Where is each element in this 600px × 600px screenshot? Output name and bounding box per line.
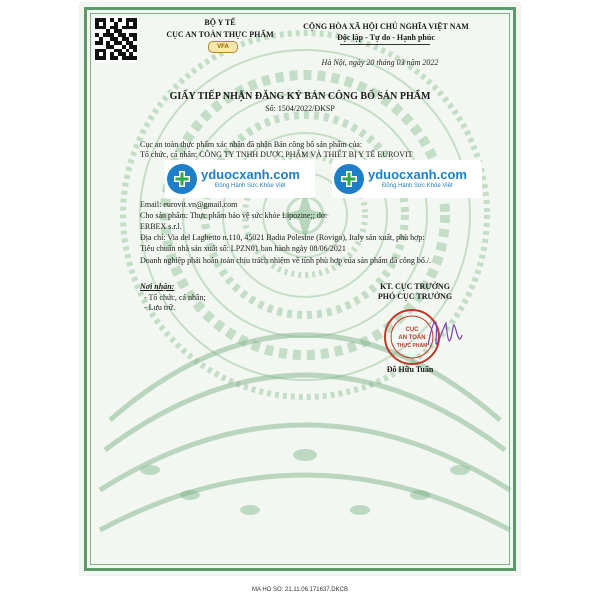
recipient-item: - Lưu trữ. — [144, 303, 176, 312]
body-line-manufacturer: ERBEX s.r.l. — [140, 222, 182, 231]
motto-underline — [340, 44, 430, 45]
country-name: CỘNG HÒA XÃ HỘI CHỦ NGHĨA VIỆT NAM — [303, 22, 469, 31]
watermark-tagline: Đồng Hành Sức Khỏe Việt — [382, 183, 453, 189]
body-line-standard: Tiêu chuẩn nhà sản xuất số: LPZN01 ban hành ngày 08/06/2021 — [140, 244, 346, 253]
medical-cross-icon — [334, 164, 364, 194]
recipient-item: - Tổ chức, cá nhân; — [144, 293, 206, 302]
watermark-right — [332, 160, 482, 198]
body-line-address: Địa chỉ: Via del Laghetto n.110, 45021 Badia Polesine (Rovigo), Italy sản xuất, phù hợp: — [140, 233, 425, 242]
medical-cross-icon — [167, 164, 197, 194]
body-line-intro: Cục an toàn thực phẩm xác nhận đã nhận Bản công bố sản phẩm của: — [140, 140, 363, 149]
motto: Độc lập - Tự do - Hạnh phúc — [337, 33, 435, 42]
stamp-text-bottom: THỰC PHẨM — [396, 343, 428, 349]
signature-title-1: KT. CỤC TRƯỞNG — [380, 282, 450, 291]
signature-title-2: PHÓ CỤC TRƯỞNG — [377, 292, 453, 301]
watermark-left — [165, 160, 315, 198]
record-code: MA HO SO: 21.11.06.171637.DKCB — [252, 587, 348, 593]
body-line-responsibility: Doanh nghiệp phải hoàn toàn chịu trách nhiệm về tính phù hợp của sản phẩm đã công bố./. — [140, 256, 432, 265]
ministry-name: BỘ Y TẾ — [204, 18, 236, 27]
watermark-brand: yduocxanh.com — [368, 167, 467, 182]
body-line-email: Email: eurovit.vn@gmail.com — [140, 200, 238, 209]
watermark-brand: yduocxanh.com — [201, 167, 300, 182]
vfa-logo: VFA — [208, 41, 238, 53]
document-title: GIẤY TIẾP NHẬN ĐĂNG KÝ BẢN CÔNG BỐ SẢN PHẨM — [169, 91, 431, 102]
issue-place-date: Hà Nội, ngày 20 tháng 03 năm 2022 — [321, 58, 439, 67]
recipients-heading: Nơi nhận: — [140, 282, 175, 291]
document-number: Số: 1504/2022/ĐKSP — [265, 104, 335, 113]
stamp-text-top: CỤC — [405, 327, 419, 333]
watermark-tagline: Đồng Hành Sức Khỏe Việt — [215, 183, 286, 189]
agency-name: CỤC AN TOÀN THỰC PHẨM — [166, 30, 274, 39]
stamp-text-mid: AN TOÀN — [398, 335, 426, 341]
qr-code — [93, 16, 139, 62]
signer-name: Đỗ Hữu Tuấn — [386, 365, 434, 374]
handwritten-signature — [420, 305, 470, 365]
body-line-product: Cho sản phẩm: Thực phẩm bảo vệ sức khỏe Lipozine;; do: — [140, 211, 328, 220]
body-line-organization: Tổ chức, cá nhân: CÔNG TY TNHH DƯỢC PHẨM VÀ THIẾT BỊ Y TẾ EUROVIT — [140, 150, 413, 159]
